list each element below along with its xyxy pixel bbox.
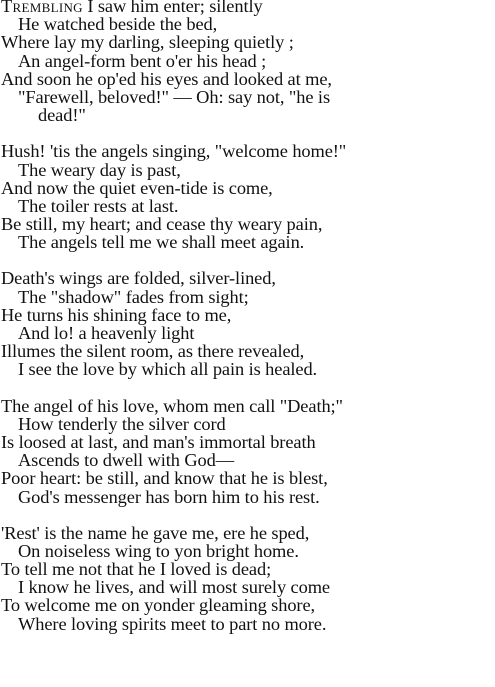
poem-line: Illumes the silent room, as there revealed, xyxy=(1,341,305,362)
poem-line: The angels tell me we shall meet again. xyxy=(18,232,305,253)
poem-line: An angel-form bent o'er his head ; xyxy=(18,50,267,71)
poem-line: God's messenger has born him to his rest. xyxy=(18,486,320,507)
poem-line: To welcome me on yonder gleaming shore, xyxy=(1,595,316,616)
poem-line: Trembling I saw him enter; silently xyxy=(1,0,494,15)
poem-line: The toiler rests at last. xyxy=(18,195,179,216)
stanza-2 xyxy=(1,142,494,251)
stanza-1 xyxy=(1,0,494,124)
drop-word: Trembling xyxy=(1,0,83,16)
poem-line: How tenderly the silver cord xyxy=(18,413,226,434)
poem-line: The "shadow" fades from sight; xyxy=(18,286,249,307)
poem-line: And soon he op'ed his eyes and looked at me, xyxy=(1,68,332,89)
poem-line: Where loving spirits meet to part no more. xyxy=(18,613,327,634)
poem-line: He watched beside the bed, xyxy=(18,14,218,35)
poem-line: Is loosed at last, and man's immortal breath xyxy=(1,431,316,452)
poem-line: The weary day is past, xyxy=(18,159,181,180)
poem-line: Poor heart: be still, and know that he is blest, xyxy=(1,468,328,489)
poem-line: 'Rest' is the name he gave me, ere he sped, xyxy=(1,522,310,543)
poem-line: I see the love by which all pain is healed. xyxy=(18,359,318,380)
poem-line: I know he lives, and will most surely come xyxy=(18,577,330,598)
poem-line: The angel of his love, whom men call "Death;" xyxy=(1,395,343,416)
stanza-5 xyxy=(1,524,494,633)
poem-line: Death's wings are folded, silver-lined, xyxy=(1,268,276,289)
poem-line: Hush! 'tis the angels singing, "welcome home!" xyxy=(1,141,347,162)
poem-line: On noiseless wing to yon bright home. xyxy=(18,540,299,561)
poem-line: "Farewell, beloved!" — Oh: say not, "he is xyxy=(18,86,330,107)
poem-body xyxy=(1,0,494,651)
poem-line: To tell me not that he I loved is dead; xyxy=(1,559,272,580)
poem-line: He turns his shining face to me, xyxy=(1,304,232,325)
stanza-4 xyxy=(1,397,494,506)
stanza-3 xyxy=(1,269,494,378)
poem-line: Ascends to dwell with God— xyxy=(18,450,235,471)
poem-line: And now the quiet even-tide is come, xyxy=(1,177,273,198)
poem-line: And lo! a heavenly light xyxy=(18,323,195,343)
poem-line: Where lay my darling, sleeping quietly ; xyxy=(1,32,294,53)
poem-line: Be still, my heart; and cease thy weary pain, xyxy=(1,214,323,235)
poem-line: dead!" xyxy=(38,105,86,126)
